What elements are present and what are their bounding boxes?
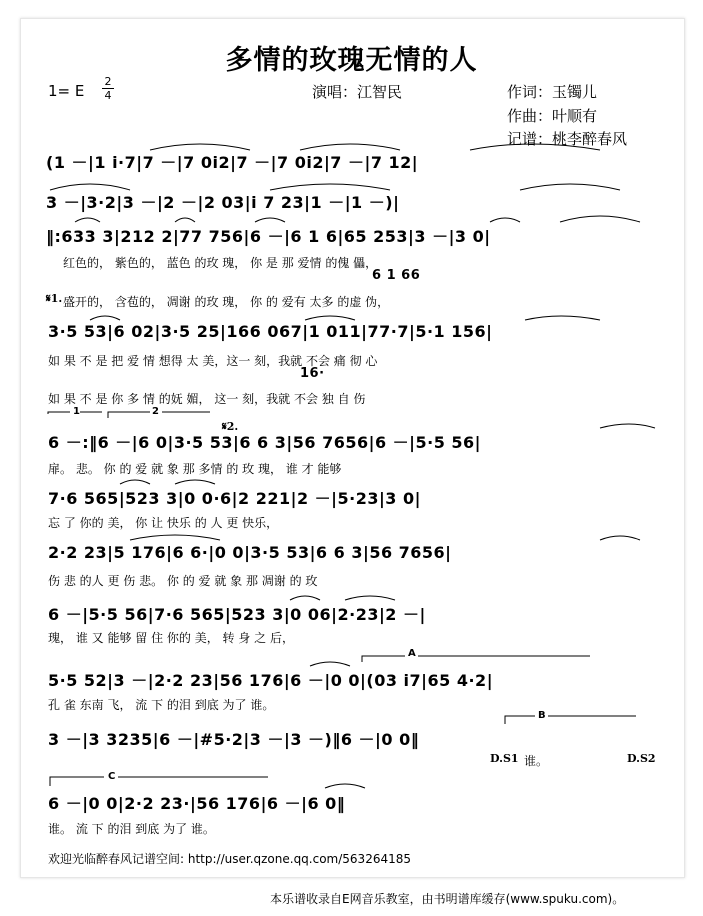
volta-c: C <box>108 771 116 782</box>
lyric-line: 红色的， 紫色的， 蓝色 的玫 瑰， 你 是 那 爱情 的傀 儡， <box>63 256 378 270</box>
slur <box>50 184 130 190</box>
transcriber-credit: 记谱：桃李醉春风 <box>507 130 628 148</box>
volta-bracket-1 <box>48 412 102 414</box>
source-credit: 本乐谱收录自E网音乐教室，由书明谱库缓存(www.spuku.com)。 <box>270 892 625 906</box>
key-signature: 1= E <box>48 82 85 100</box>
lyricist-credit: 作词：玉镯儿 <box>507 83 598 101</box>
slur <box>130 535 220 540</box>
slur <box>150 144 250 150</box>
slur <box>525 316 600 320</box>
notation-row: 3·5 53|6 02|3·5 25|166 067|1 011|77·7|5·1 156| <box>48 322 493 341</box>
volta-1: 1 <box>73 406 80 417</box>
page-title: 多情的玫瑰无情的人 <box>225 45 478 76</box>
slur <box>490 218 520 222</box>
slur <box>90 316 120 320</box>
slur <box>325 784 365 788</box>
welcome-note: 欢迎光临醉春风记谱空间: http://user.qzone.qq.com/563264185 <box>48 852 412 866</box>
notation-row: 6 －:‖6 －|6 0|3·5 53|6 6 3|56 7656|6 －|5·5 56| <box>48 433 482 452</box>
ds2-mark: D.S2 <box>627 752 656 765</box>
notation-row: 2·2 23|5 176|6 6·|0 0|3·5 53|6 6 3|56 7656| <box>48 543 452 562</box>
slur <box>175 480 215 484</box>
volta-bracket-c <box>50 777 268 786</box>
lyric-line: 伤 悲 的人 更 伤 悲。 你 的 爱 就 象 那 凋谢 的 玫 <box>48 574 318 588</box>
slur <box>120 480 150 484</box>
volta-bracket-a <box>362 656 590 662</box>
slur <box>560 216 640 222</box>
notation-row: 7·6 565|523 3|0 0·6|2 221|2 －|5·23|3 0| <box>48 489 421 508</box>
notation-row: 5·5 52|3 －|2·2 23|56 176|6 －|0 0|(03 i7|65 4·2| <box>48 671 494 690</box>
time-denominator: 4 <box>104 89 112 102</box>
notation-row: ‖:633 3|212 2|77 756|6 －|6 1 6|65 253|3 －|3 0| <box>46 227 491 246</box>
notation-row: 3 －|3 3235|6 －|#5·2|3 －|3 －)‖6 －|0 0‖ <box>48 730 420 749</box>
notation-row: 3 －|3·2|3 －|2 －|2 03|i 7 23|1 －|1 －)| <box>46 193 400 212</box>
volta-2: 2 <box>152 406 159 417</box>
slur <box>600 536 640 540</box>
volta-bracket-b <box>505 716 636 724</box>
lyric-line: 瑰， 谁 又 能够 留 住 你的 美， 转 身 之 后， <box>48 631 294 645</box>
slur <box>290 596 320 600</box>
slur <box>600 424 655 428</box>
slur <box>310 662 350 666</box>
lyric-line: 盛开的， 含苞的， 凋谢 的玫 瑰， 你 的 爱有 太多 的虚 伪， <box>63 295 390 309</box>
slur <box>345 596 395 600</box>
slur <box>255 218 285 222</box>
slur <box>175 218 195 222</box>
lyric-line: 孔 雀 东南 飞， 流 下 的泪 到底 为了 谁。 <box>48 698 275 712</box>
slur <box>520 184 620 190</box>
lyric-line: 谁。 流 下 的泪 到底 为了 谁。 <box>48 822 215 836</box>
ds1-mark: D.S1 <box>490 752 519 765</box>
volta-a: A <box>408 648 416 659</box>
composer-credit: 作曲：叶顺有 <box>507 107 598 125</box>
volta-b: B <box>538 710 546 721</box>
slur <box>305 316 355 320</box>
time-numerator: 2 <box>104 75 112 88</box>
segno-1: 𝄋1. <box>46 292 63 305</box>
volta-bracket-2 <box>108 412 210 418</box>
singer-credit: 演唱：江智民 <box>312 83 403 101</box>
notation-row: 6 －|5·5 56|7·6 565|523 3|0 06|2·23|2 －| <box>48 605 426 624</box>
notation-row: (1 －|1 i·7|7 －|7 0i2|7 －|7 0i2|7 －|7 12| <box>46 153 419 172</box>
alternate-notes: 16· <box>300 366 325 381</box>
lyric-line: 谁。 <box>524 754 549 768</box>
slur <box>470 144 600 150</box>
lyric-line: 如 果 不 是 你 多 情 的妩 媚， 这一 刻，我就 不会 独 自 伤 <box>48 392 366 406</box>
notation-row: 6 －|0 0|2·2 23·|56 176|6 －|6 0‖ <box>48 794 346 813</box>
slur <box>270 184 390 190</box>
alternate-notes: 6 1 66 <box>372 268 421 283</box>
slur <box>75 218 100 222</box>
segno-2: 𝄋2. <box>222 420 239 433</box>
lyric-line: 扉。 悲。 你 的 爱 就 象 那 多情 的 玫 瑰， 谁 才 能够 <box>48 462 342 476</box>
slur <box>300 144 400 150</box>
lyric-line: 如 果 不 是 把 爱 情 想得 太 美，这一 刻，我就 不会 痛 彻 心 <box>48 354 378 368</box>
lyric-line: 忘 了 你的 美， 你 让 快乐 的 人 更 快乐， <box>48 516 279 530</box>
